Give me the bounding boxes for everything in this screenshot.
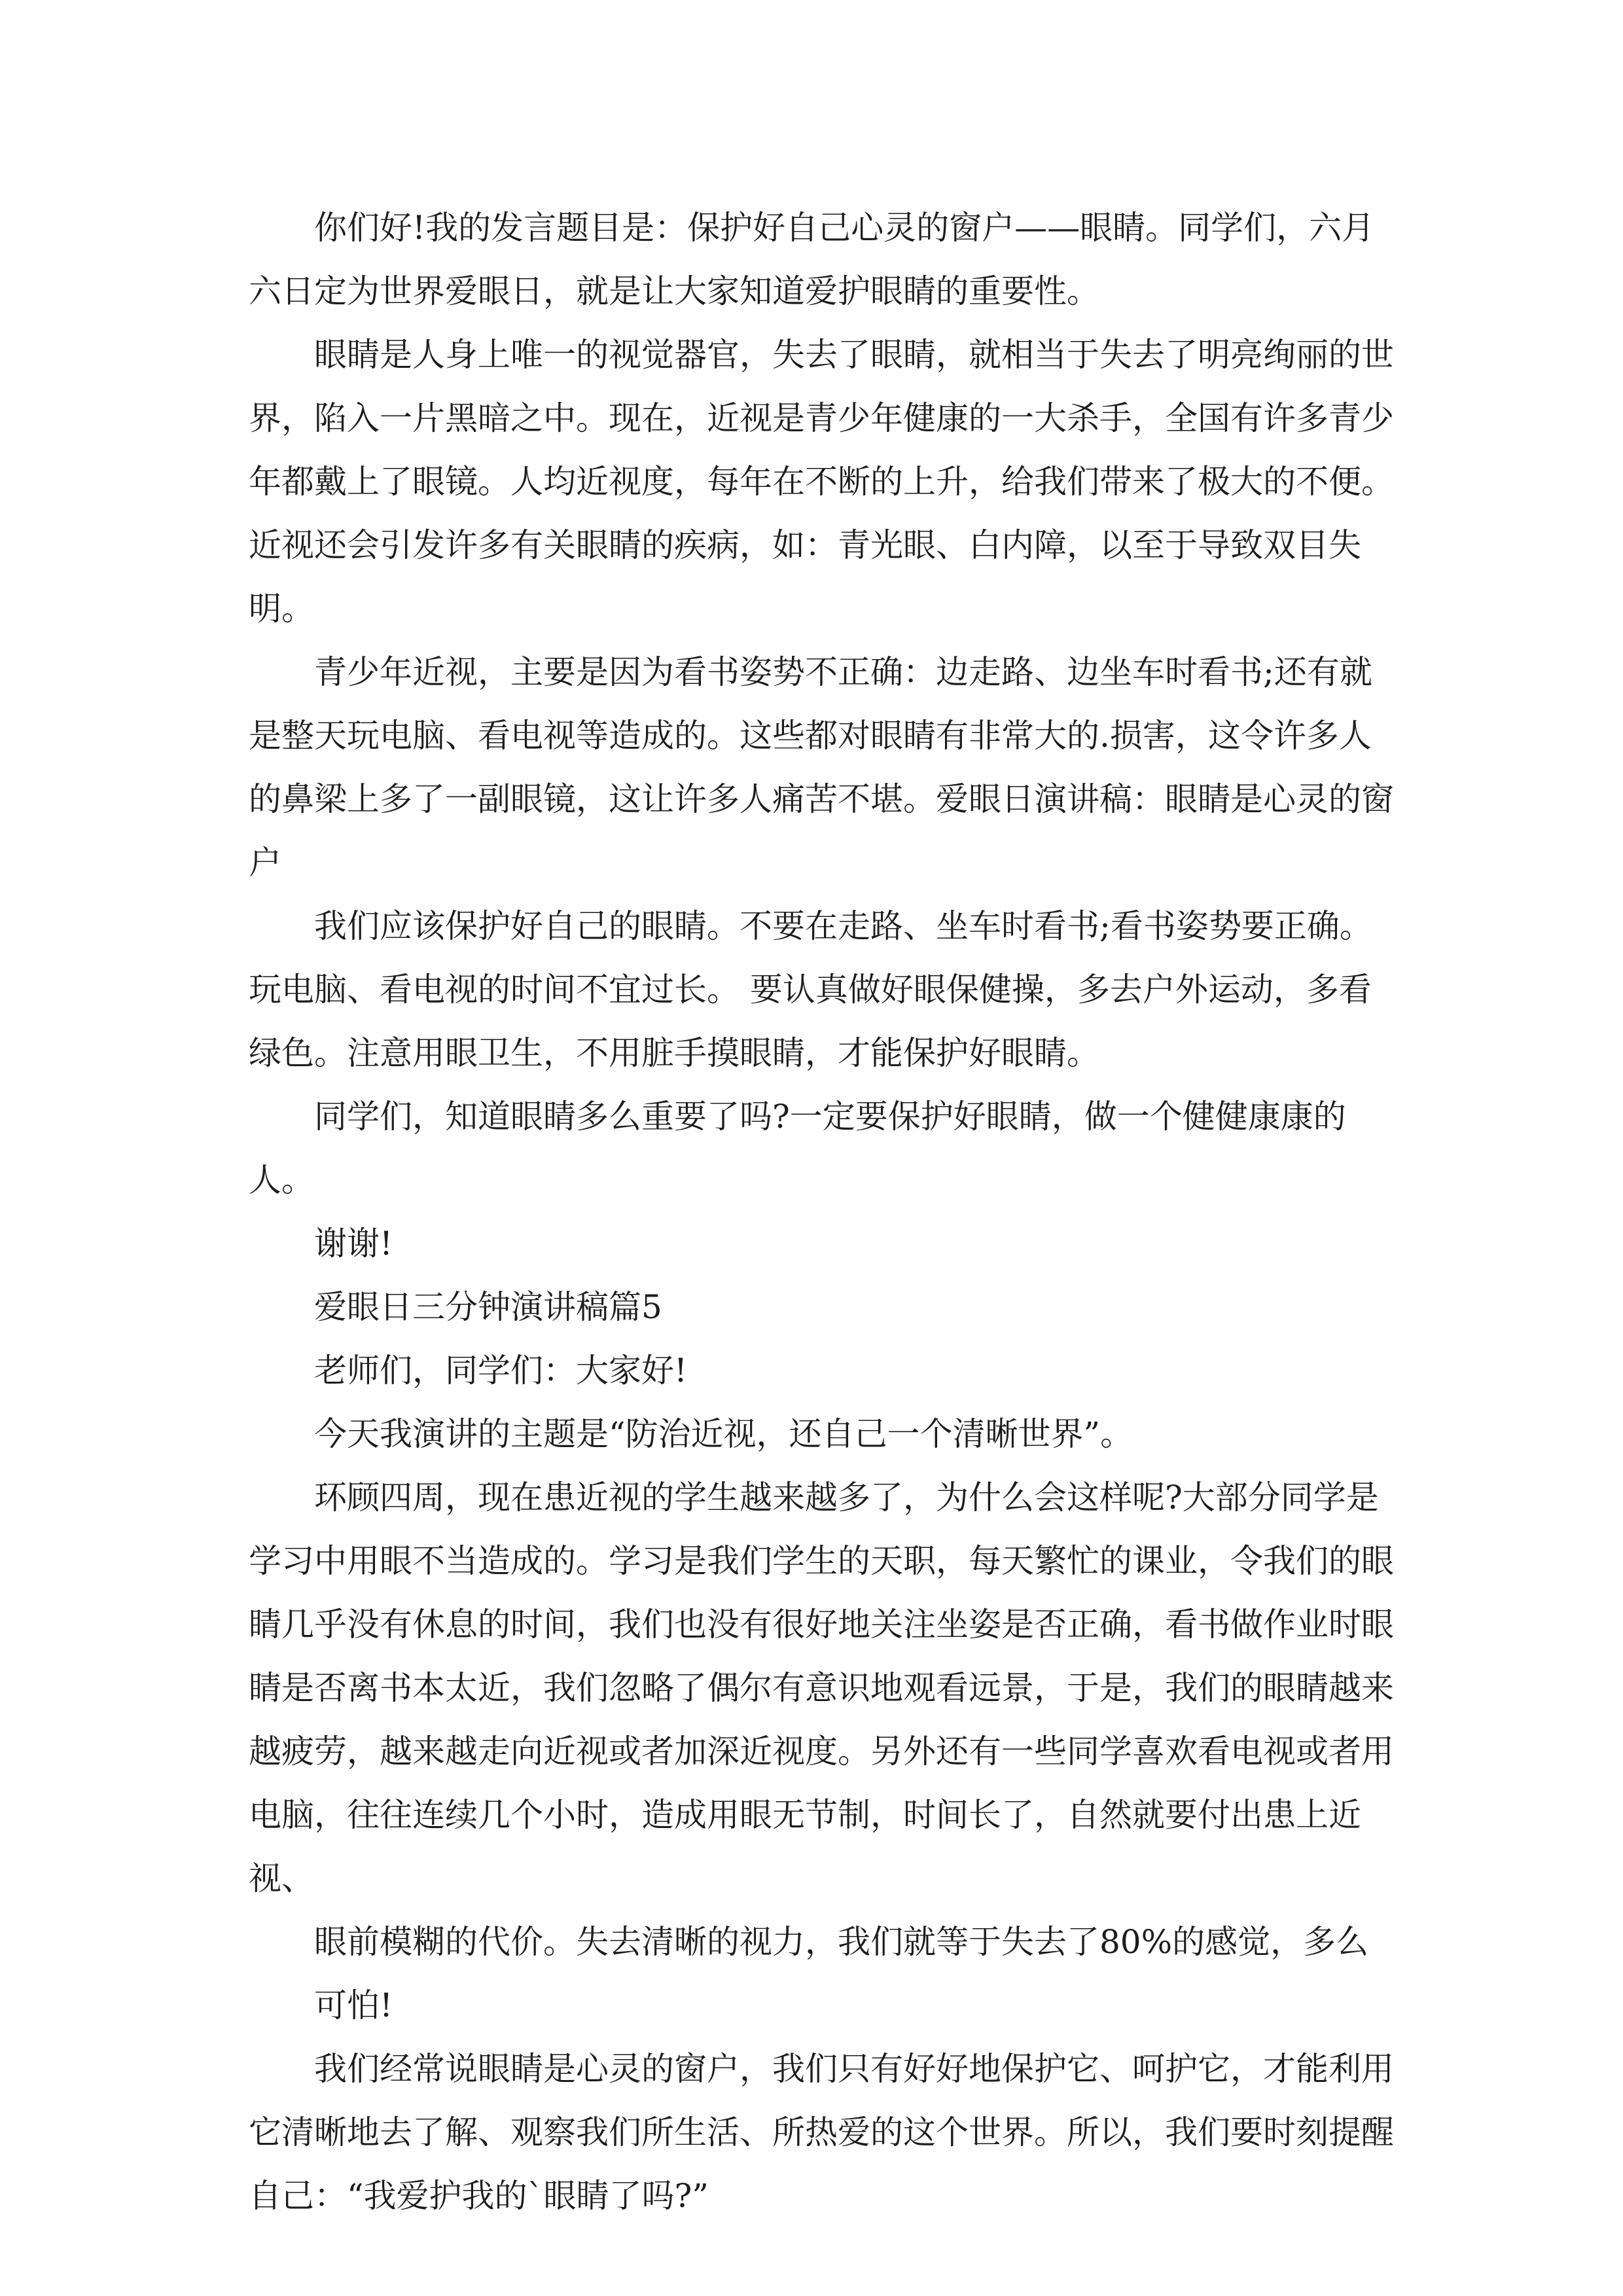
paragraph-thanks: 谢谢! [314,1225,393,1263]
paragraph-greeting: 老师们，同学们：大家好! [314,1352,688,1390]
paragraph-protection: 我们应该保护好自己的眼睛。不要在走路、坐车时看书;看书姿势要正确。玩电脑、看电视的时间不宜过长。 要认真做好眼保健操，多去户外运动，多看绿色。注意用眼卫生，不用脏手摸眼睛，才能保护好眼睛。 [249,907,1372,1072]
section-heading: 爱眼日三分钟演讲稿篇5 [314,1288,662,1326]
paragraph-cost: 眼前模糊的代价。失去清晰的视力，我们就等于失去了80%的感觉，多么可怕! [314,1923,1369,2024]
paragraph-intro: 你们好!我的发言题目是：保护好自己心灵的窗户——眼睛。同学们，六月六日定为世界爱眼日，就是让大家知道爱护眼睛的重要性。 [249,209,1375,310]
paragraph-eyes-organ: 眼睛是人身上唯一的视觉器官，失去了眼睛，就相当于失去了明亮绚丽的世界，陷入一片黑暗之中。现在，近视是青少年健康的一大杀手，全国有许多青少年都戴上了眼镜。人均近视度，每年在不断的上升，给我们带来了极大的不便。近视还会引发许多有关眼睛的疾病，如：青光眼、白内障，以至于导致双目失明。 [249,336,1394,628]
paragraph-closing: 同学们，知道眼睛多么重要了吗?一定要保护好眼睛，做一个健健康康的人。 [249,1098,1346,1199]
paragraph-topic: 今天我演讲的主题是“防治近视，还自己一个清晰世界”。 [314,1415,1133,1453]
paragraph-causes: 青少年近视，主要是因为看书姿势不正确：边走路、边坐车时看书;还有就是整天玩电脑、看电视等造成的。这些都对眼睛有非常大的.损害，这令许多人的鼻梁上多了一副眼镜，这让许多人痛苦不堪。爱眼日演讲稿：眼睛是心灵的窗户 [249,653,1394,882]
document-page [249,196,1400,2228]
paragraph-observation: 环顾四周，现在患近视的学生越来越多了，为什么会这样呢?大部分同学是学习中用眼不当造成的。学习是我们学生的天职，每天繁忙的课业，令我们的眼睛几乎没有休息的时间，我们也没有很好地关注坐姿是否正确，看书做作业时眼睛是否离书本太近，我们忽略了偶尔有意识地观看远景，于是，我们的眼睛越来越疲劳，越来越走向近视或者加深近视度。另外还有一些同学喜欢看电视或者用电脑，往往连续几个小时，造成用眼无节制，时间长了，自然就要付出患上近视、 [249,1479,1394,1897]
paragraph-window-of-soul: 我们经常说眼睛是心灵的窗户，我们只有好好地保护它、呵护它，才能利用它清晰地去了解、观察我们所生活、所热爱的这个世界。所以，我们要时刻提醒自己：“我爱护我的`眼睛了吗?” [249,2050,1394,2215]
